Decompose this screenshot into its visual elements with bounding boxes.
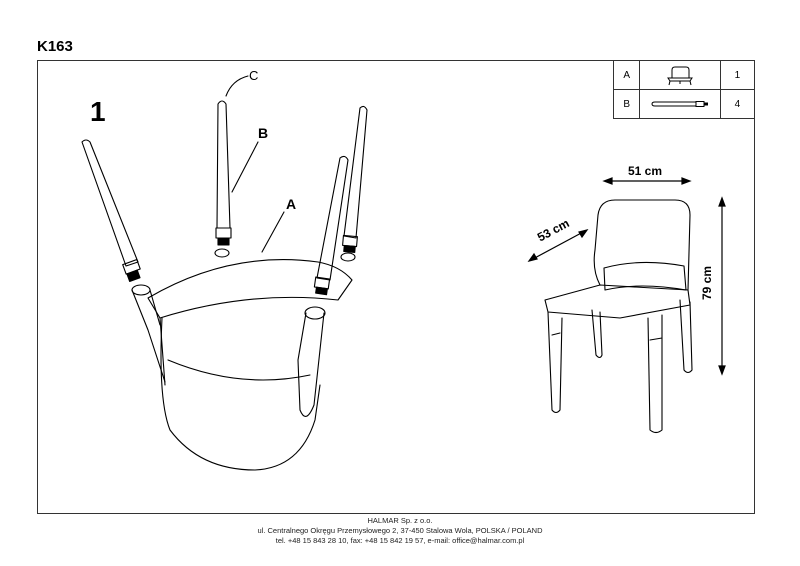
leg-center	[217, 101, 230, 228]
dimension-height: 79 cm	[700, 265, 714, 300]
label-b: B	[258, 125, 269, 141]
part-letter: B	[614, 90, 640, 119]
dimension-arrows	[529, 178, 725, 374]
leg-left	[82, 140, 138, 266]
leg-right-back	[344, 106, 367, 238]
label-c: C	[249, 68, 259, 83]
label-a: A	[286, 196, 297, 212]
leg-right-front	[317, 156, 348, 280]
footer-company: HALMAR Sp. z o.o.	[367, 516, 433, 525]
dimension-depth: 53 cm	[535, 216, 572, 245]
step-number: 1	[90, 96, 106, 127]
chair-back-outline	[161, 318, 320, 470]
part-qty: 1	[720, 61, 754, 90]
dimension-width: 51 cm	[628, 164, 663, 178]
footer	[0, 516, 800, 546]
chair-dimension-drawing	[545, 200, 692, 433]
footer-address: ul. Centralnego Okręgu Przemysłowego 2, 37-450 Stalowa Wola, POLSKA / POLAND	[257, 526, 543, 535]
part-letter: A	[614, 61, 640, 90]
footer-contact: tel. +48 15 843 28 10, fax: +48 15 842 19 57, e-mail: office@halmar.com.pl	[275, 536, 525, 545]
part-qty: 4	[720, 90, 754, 119]
model-code: K163	[37, 38, 73, 55]
